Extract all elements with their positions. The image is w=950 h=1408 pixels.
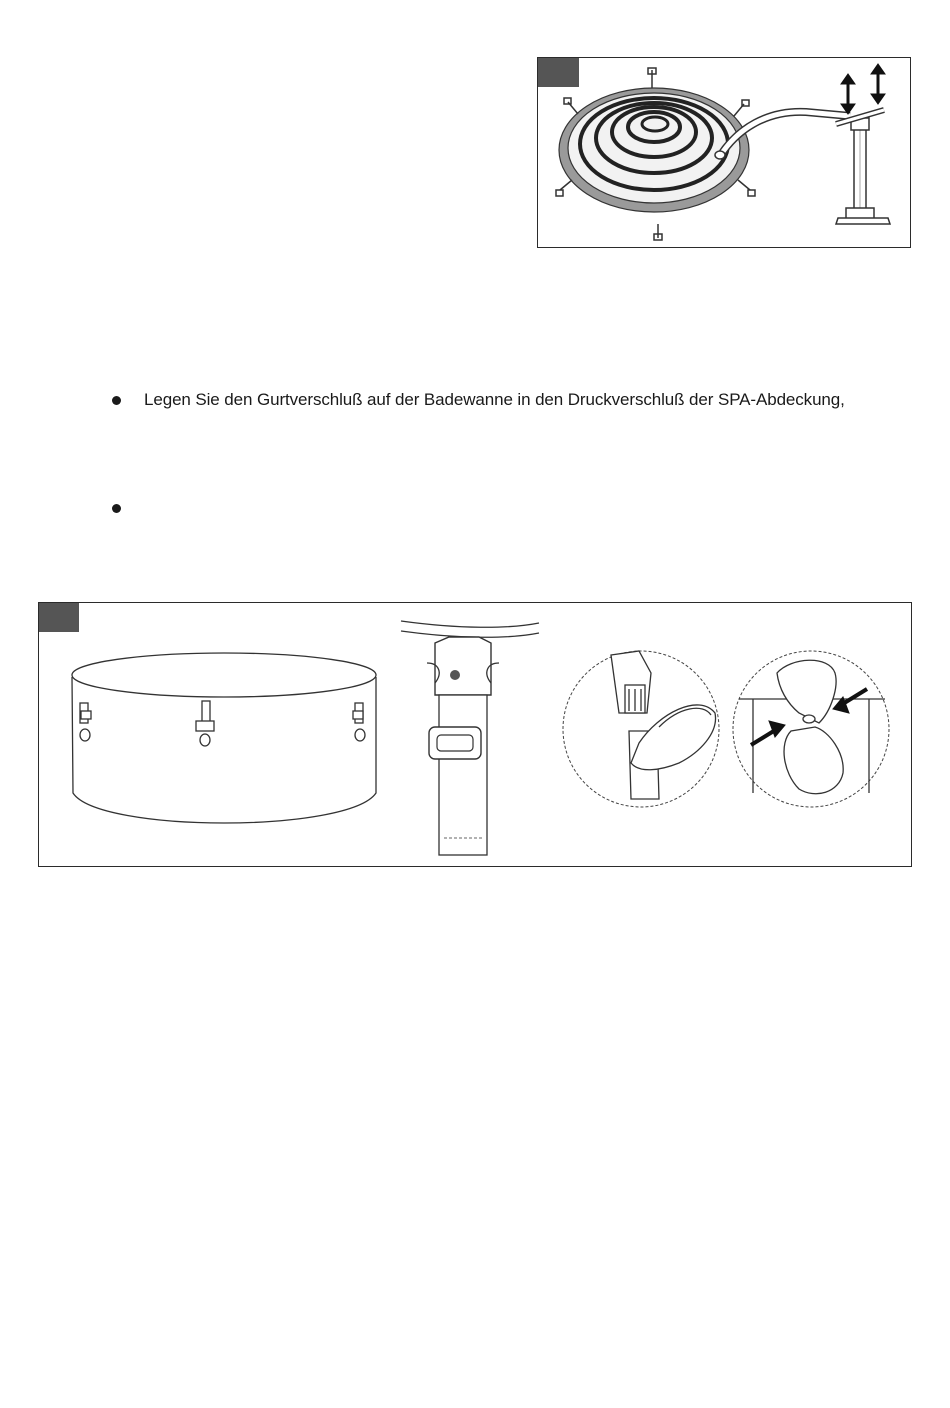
bullet-dot <box>112 504 121 513</box>
inflation-figure <box>537 57 911 248</box>
cover-buckle-icon <box>39 603 913 868</box>
cover-buckle-figure <box>38 602 912 867</box>
bullet-dot <box>112 396 121 405</box>
instruction-text-1: Legen Sie den Gurtverschluß auf der Badewanne in den Druckverschluß der SPA-Abdeckung, <box>144 390 845 409</box>
tub-inflation-icon <box>538 58 912 249</box>
